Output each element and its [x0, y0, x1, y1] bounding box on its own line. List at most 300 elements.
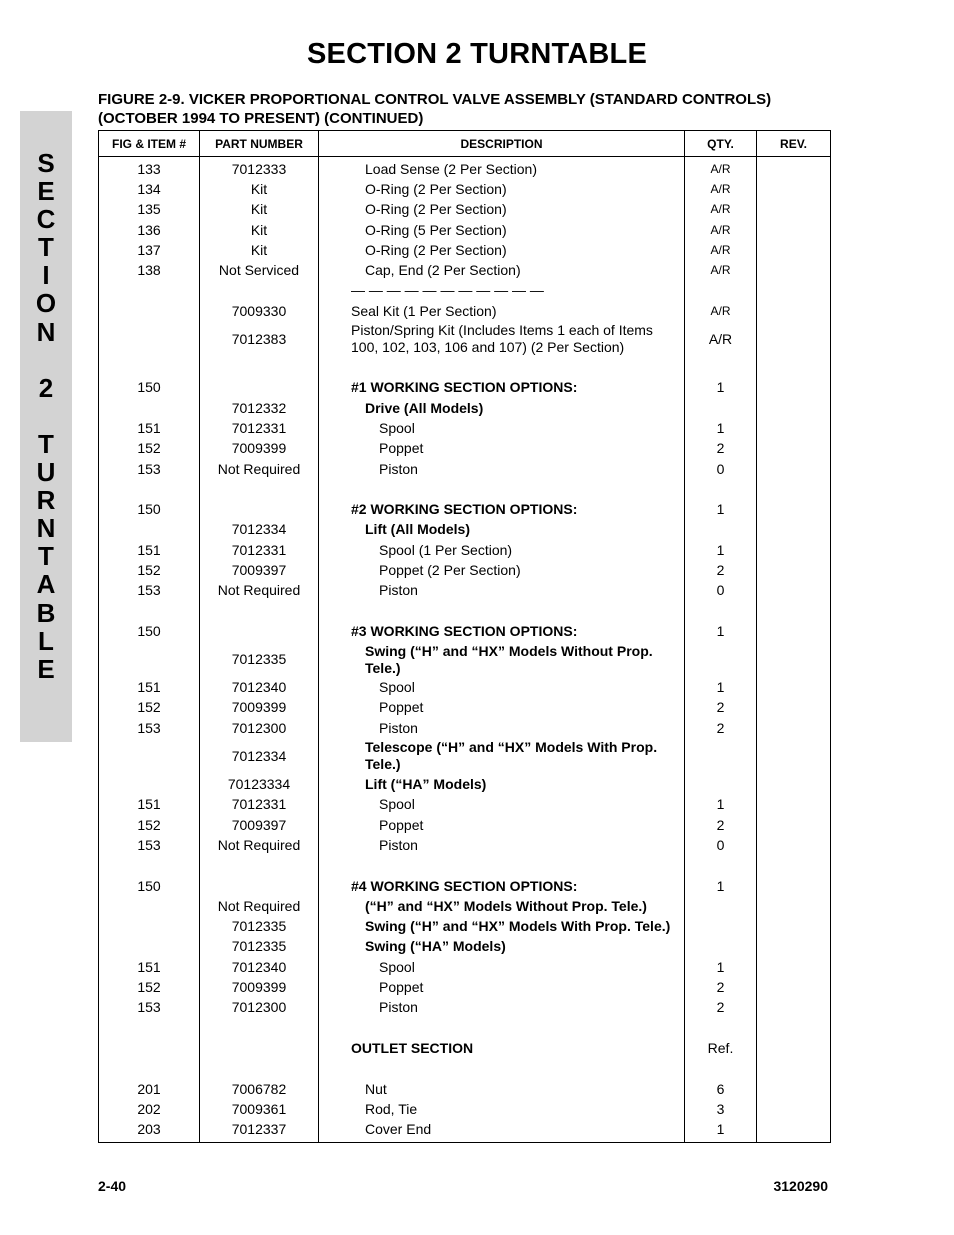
cell-fig-item: 153: [99, 718, 200, 738]
side-tab-letter: [20, 402, 72, 430]
cell-fig-item: [99, 520, 200, 540]
cell-part-number: 7012383: [200, 321, 319, 357]
cell-fig-item: 137: [99, 240, 200, 260]
cell-rev: [757, 957, 831, 977]
side-tab-letter: U: [36, 457, 56, 488]
cell-rev: [757, 896, 831, 916]
table-row: [99, 179, 831, 199]
cell-rev: [757, 998, 831, 1018]
cell-part-number: 7009397: [200, 560, 319, 580]
cell-description: Poppet (2 Per Section): [319, 560, 685, 580]
cell-rev: [757, 876, 831, 896]
cell-qty: [685, 856, 757, 876]
cell-part-number: [200, 357, 319, 377]
cell-rev: [757, 520, 831, 540]
cell-qty: A/R: [685, 157, 757, 180]
cell-description: Spool (1 Per Section): [319, 540, 685, 560]
side-tab-letter: B: [36, 597, 56, 628]
side-tab-letter: E: [37, 176, 55, 207]
cell-qty: [685, 917, 757, 937]
table-row: [99, 774, 831, 794]
table-row: [99, 896, 831, 916]
cell-fig-item: 150: [99, 876, 200, 896]
cell-rev: [757, 479, 831, 499]
cell-fig-item: [99, 642, 200, 678]
table-row: [99, 957, 831, 977]
cell-part-number: 7009397: [200, 815, 319, 835]
side-tab-letter: O: [35, 288, 57, 319]
table-row: [99, 815, 831, 835]
table-row: [99, 260, 831, 280]
cell-description: [319, 479, 685, 499]
cell-part-number: [200, 876, 319, 896]
cell-qty: [685, 1059, 757, 1079]
cell-qty: [685, 937, 757, 957]
cell-rev: [757, 678, 831, 698]
cell-part-number: 7012337: [200, 1119, 319, 1142]
document-number: 3120290: [773, 1178, 828, 1194]
cell-part-number: Kit: [200, 179, 319, 199]
cell-fig-item: [99, 321, 200, 357]
cell-description: Poppet: [319, 698, 685, 718]
cell-description: Lift (All Models): [319, 520, 685, 540]
table-row: [99, 220, 831, 240]
side-tab-letter: I: [42, 260, 50, 291]
cell-part-number: 7012334: [200, 738, 319, 774]
table-row: [99, 1079, 831, 1099]
cell-fig-item: 134: [99, 179, 200, 199]
cell-description: Piston: [319, 998, 685, 1018]
table-row: [99, 581, 831, 601]
cell-fig-item: 150: [99, 621, 200, 641]
cell-fig-item: 203: [99, 1119, 200, 1142]
side-tab-letter: L: [38, 625, 54, 656]
cell-part-number: Kit: [200, 220, 319, 240]
cell-part-number: [200, 479, 319, 499]
cell-part-number: 7012331: [200, 795, 319, 815]
cell-part-number: Kit: [200, 240, 319, 260]
cell-fig-item: 151: [99, 795, 200, 815]
cell-qty: 0: [685, 581, 757, 601]
cell-part-number: 7009399: [200, 977, 319, 997]
table-row: [99, 560, 831, 580]
cell-qty: [685, 642, 757, 678]
cell-description: Poppet: [319, 815, 685, 835]
table-row: [99, 917, 831, 937]
cell-fig-item: [99, 738, 200, 774]
cell-part-number: 7012300: [200, 998, 319, 1018]
table-row: [99, 876, 831, 896]
cell-qty: 1: [685, 418, 757, 438]
cell-rev: [757, 540, 831, 560]
side-tab-letter: N: [36, 513, 56, 544]
table-row: [99, 479, 831, 499]
table-row: [99, 378, 831, 398]
table-row: [99, 1038, 831, 1058]
cell-fig-item: 151: [99, 678, 200, 698]
cell-part-number: 7009399: [200, 439, 319, 459]
side-tab-letter: T: [38, 541, 54, 572]
cell-part-number: [200, 281, 319, 301]
figure-title-line1: FIGURE 2-9. VICKER PROPORTIONAL CONTROL VALVE ASSEMBLY (STANDARD CONTROLS): [98, 91, 772, 108]
cell-part-number: 7012332: [200, 398, 319, 418]
cell-description: Piston: [319, 581, 685, 601]
side-tab-letter: S: [37, 148, 55, 178]
cell-qty: [685, 398, 757, 418]
cell-part-number: 7012334: [200, 520, 319, 540]
cell-qty: A/R: [685, 240, 757, 260]
section-side-tab: [20, 111, 72, 742]
table-row: [99, 698, 831, 718]
cell-qty: 0: [685, 835, 757, 855]
cell-fig-item: 202: [99, 1099, 200, 1119]
cell-part-number: Kit: [200, 200, 319, 220]
table-row: [99, 439, 831, 459]
cell-qty: [685, 774, 757, 794]
cell-part-number: 7012333: [200, 157, 319, 180]
cell-fig-item: 153: [99, 459, 200, 479]
side-tab-letter: E: [37, 653, 55, 684]
cell-rev: [757, 601, 831, 621]
cell-rev: [757, 459, 831, 479]
cell-fig-item: 153: [99, 581, 200, 601]
table-row: [99, 1059, 831, 1079]
cell-description: #3 WORKING SECTION OPTIONS:: [319, 621, 685, 641]
parts-table: [98, 130, 831, 1143]
cell-rev: [757, 220, 831, 240]
cell-qty: A/R: [685, 200, 757, 220]
cell-description: Swing (“H” and “HX” Models Without Prop. Tele.): [319, 642, 685, 678]
cell-rev: [757, 1038, 831, 1058]
cell-description: Drive (All Models): [319, 398, 685, 418]
table-row: [99, 520, 831, 540]
cell-description: Load Sense (2 Per Section): [319, 157, 685, 180]
cell-qty: 6: [685, 1079, 757, 1099]
cell-fig-item: [99, 1038, 200, 1058]
cell-part-number: [200, 1018, 319, 1038]
side-tab-letter: 2: [38, 372, 54, 403]
cell-description: Cover End: [319, 1119, 685, 1142]
cell-fig-item: 135: [99, 200, 200, 220]
cell-qty: 3: [685, 1099, 757, 1119]
cell-part-number: 7012335: [200, 917, 319, 937]
side-tab-letter: N: [36, 316, 56, 347]
cell-part-number: Not Required: [200, 835, 319, 855]
header-part-number: PART NUMBER: [200, 131, 319, 157]
cell-qty: [685, 601, 757, 621]
cell-part-number: Not Serviced: [200, 260, 319, 280]
table-row: [99, 459, 831, 479]
cell-description: Cap, End (2 Per Section): [319, 260, 685, 280]
cell-qty: 1: [685, 378, 757, 398]
side-tab-letter: C: [36, 204, 56, 235]
cell-description: O-Ring (2 Per Section): [319, 179, 685, 199]
cell-qty: [685, 738, 757, 774]
side-tab-letter: T: [38, 232, 54, 263]
cell-description: Spool: [319, 795, 685, 815]
cell-part-number: 7006782: [200, 1079, 319, 1099]
table-row: [99, 998, 831, 1018]
table-row: [99, 357, 831, 377]
cell-rev: [757, 718, 831, 738]
cell-fig-item: [99, 281, 200, 301]
cell-fig-item: 138: [99, 260, 200, 280]
cell-qty: 1: [685, 1119, 757, 1142]
cell-fig-item: [99, 398, 200, 418]
table-row: [99, 1099, 831, 1119]
cell-fig-item: [99, 896, 200, 916]
cell-fig-item: [99, 357, 200, 377]
cell-description: [319, 856, 685, 876]
cell-rev: [757, 937, 831, 957]
cell-fig-item: [99, 774, 200, 794]
table-row: [99, 418, 831, 438]
cell-rev: [757, 1099, 831, 1119]
cell-part-number: Not Required: [200, 896, 319, 916]
cell-rev: [757, 398, 831, 418]
cell-rev: [757, 642, 831, 678]
cell-fig-item: 150: [99, 378, 200, 398]
table-row: [99, 718, 831, 738]
cell-qty: 2: [685, 718, 757, 738]
cell-description: Piston: [319, 835, 685, 855]
cell-rev: [757, 581, 831, 601]
cell-fig-item: 151: [99, 418, 200, 438]
cell-rev: [757, 357, 831, 377]
cell-fig-item: [99, 1018, 200, 1038]
cell-fig-item: [99, 301, 200, 321]
cell-description: Poppet: [319, 977, 685, 997]
cell-description: Lift (“HA” Models): [319, 774, 685, 794]
cell-fig-item: [99, 479, 200, 499]
cell-rev: [757, 738, 831, 774]
table-row: [99, 240, 831, 260]
cell-qty: 2: [685, 439, 757, 459]
cell-rev: [757, 621, 831, 641]
table-row: [99, 200, 831, 220]
cell-description: Swing (“HA” Models): [319, 937, 685, 957]
cell-description: #4 WORKING SECTION OPTIONS:: [319, 876, 685, 896]
table-row: [99, 738, 831, 774]
cell-qty: [685, 520, 757, 540]
cell-rev: [757, 698, 831, 718]
cell-rev: [757, 815, 831, 835]
cell-rev: [757, 856, 831, 876]
cell-rev: [757, 439, 831, 459]
cell-part-number: [200, 856, 319, 876]
cell-fig-item: 152: [99, 439, 200, 459]
header-description: DESCRIPTION: [319, 131, 685, 157]
cell-description: Rod, Tie: [319, 1099, 685, 1119]
cell-fig-item: [99, 937, 200, 957]
table-row: [99, 540, 831, 560]
side-tab-letter: T: [38, 428, 54, 459]
cell-part-number: 7012335: [200, 642, 319, 678]
table-row: [99, 642, 831, 678]
cell-description: Swing (“H” and “HX” Models With Prop. Tele.): [319, 917, 685, 937]
cell-fig-item: 152: [99, 698, 200, 718]
parts-table-body: [99, 157, 831, 1143]
cell-fig-item: [99, 917, 200, 937]
cell-qty: [685, 479, 757, 499]
cell-qty: 0: [685, 459, 757, 479]
cell-qty: A/R: [685, 220, 757, 240]
cell-rev: [757, 977, 831, 997]
cell-rev: [757, 1018, 831, 1038]
cell-fig-item: 152: [99, 977, 200, 997]
cell-qty: 1: [685, 540, 757, 560]
cell-part-number: Not Required: [200, 459, 319, 479]
table-row: [99, 937, 831, 957]
cell-rev: [757, 200, 831, 220]
table-row: [99, 499, 831, 519]
header-fig-item: FIG & ITEM #: [99, 131, 200, 157]
cell-part-number: 7012340: [200, 957, 319, 977]
table-row: [99, 977, 831, 997]
cell-description: [319, 601, 685, 621]
cell-rev: [757, 301, 831, 321]
table-row: [99, 856, 831, 876]
cell-part-number: Not Required: [200, 581, 319, 601]
cell-description: Piston: [319, 718, 685, 738]
cell-description: OUTLET SECTION: [319, 1038, 685, 1058]
cell-qty: [685, 357, 757, 377]
cell-description: Nut: [319, 1079, 685, 1099]
cell-rev: [757, 418, 831, 438]
cell-rev: [757, 157, 831, 180]
cell-part-number: 7009399: [200, 698, 319, 718]
cell-part-number: 7012300: [200, 718, 319, 738]
cell-qty: 1: [685, 876, 757, 896]
cell-qty: 2: [685, 998, 757, 1018]
cell-qty: A/R: [685, 260, 757, 280]
side-tab-letters: [20, 149, 72, 683]
cell-description: Poppet: [319, 439, 685, 459]
cell-qty: A/R: [685, 301, 757, 321]
cell-rev: [757, 917, 831, 937]
cell-description: O-Ring (2 Per Section): [319, 200, 685, 220]
page-number: 2-40: [98, 1178, 127, 1194]
cell-fig-item: 153: [99, 998, 200, 1018]
cell-rev: [757, 560, 831, 580]
cell-description: (“H” and “HX” Models Without Prop. Tele.): [319, 896, 685, 916]
cell-qty: [685, 281, 757, 301]
cell-rev: [757, 835, 831, 855]
cell-rev: [757, 321, 831, 357]
cell-description: Spool: [319, 957, 685, 977]
cell-qty: [685, 1018, 757, 1038]
cell-part-number: 7009330: [200, 301, 319, 321]
cell-rev: [757, 774, 831, 794]
figure-title: [98, 90, 858, 128]
cell-part-number: 7012331: [200, 540, 319, 560]
cell-rev: [757, 499, 831, 519]
cell-fig-item: 151: [99, 957, 200, 977]
cell-qty: A/R: [685, 321, 757, 357]
cell-rev: [757, 1119, 831, 1142]
table-row: [99, 601, 831, 621]
table-row: [99, 1018, 831, 1038]
cell-fig-item: [99, 601, 200, 621]
table-row: [99, 321, 831, 357]
cell-description: #2 WORKING SECTION OPTIONS:: [319, 499, 685, 519]
cell-part-number: 70123334: [200, 774, 319, 794]
cell-part-number: [200, 378, 319, 398]
cell-qty: 1: [685, 678, 757, 698]
table-row: [99, 301, 831, 321]
cell-fig-item: 201: [99, 1079, 200, 1099]
cell-qty: [685, 896, 757, 916]
cell-description: O-Ring (5 Per Section): [319, 220, 685, 240]
cell-fig-item: [99, 856, 200, 876]
table-header-row: [99, 131, 831, 157]
cell-description: — — — — — — — — — — —: [319, 281, 685, 301]
header-qty: QTY.: [685, 131, 757, 157]
cell-fig-item: 153: [99, 835, 200, 855]
figure-title-line2: (OCTOBER 1994 TO PRESENT) (CONTINUED): [98, 110, 424, 127]
cell-qty: Ref.: [685, 1038, 757, 1058]
cell-description: Piston/Spring Kit (Includes Items 1 each of Items 100, 102, 103, 106 and 107) (2 Per Section): [319, 321, 685, 357]
cell-description: Spool: [319, 418, 685, 438]
page-title: SECTION 2 TURNTABLE: [307, 38, 647, 70]
cell-qty: 1: [685, 499, 757, 519]
table-row: [99, 621, 831, 641]
cell-rev: [757, 260, 831, 280]
cell-qty: 2: [685, 698, 757, 718]
cell-part-number: [200, 1038, 319, 1058]
table-row: [99, 157, 831, 180]
table-row: [99, 281, 831, 301]
cell-fig-item: 136: [99, 220, 200, 240]
table-row: [99, 835, 831, 855]
cell-description: Telescope (“H” and “HX” Models With Prop. Tele.): [319, 738, 685, 774]
cell-description: #1 WORKING SECTION OPTIONS:: [319, 378, 685, 398]
cell-part-number: [200, 499, 319, 519]
cell-part-number: [200, 1059, 319, 1079]
cell-rev: [757, 1079, 831, 1099]
cell-part-number: [200, 621, 319, 641]
side-tab-letter: [20, 346, 72, 374]
cell-fig-item: 151: [99, 540, 200, 560]
cell-description: [319, 1059, 685, 1079]
cell-description: [319, 1018, 685, 1038]
cell-fig-item: [99, 1059, 200, 1079]
cell-qty: 2: [685, 560, 757, 580]
cell-description: Seal Kit (1 Per Section): [319, 301, 685, 321]
cell-rev: [757, 1059, 831, 1079]
cell-fig-item: 152: [99, 815, 200, 835]
cell-qty: 2: [685, 977, 757, 997]
table-row: [99, 795, 831, 815]
cell-rev: [757, 179, 831, 199]
cell-qty: 2: [685, 815, 757, 835]
header-rev: REV.: [757, 131, 831, 157]
side-tab-letter: A: [36, 569, 56, 600]
cell-description: O-Ring (2 Per Section): [319, 240, 685, 260]
cell-part-number: 7012335: [200, 937, 319, 957]
cell-part-number: [200, 601, 319, 621]
cell-description: Piston: [319, 459, 685, 479]
cell-qty: A/R: [685, 179, 757, 199]
cell-rev: [757, 378, 831, 398]
side-tab-letter: R: [36, 485, 56, 516]
cell-part-number: 7012340: [200, 678, 319, 698]
cell-fig-item: 150: [99, 499, 200, 519]
cell-qty: 1: [685, 957, 757, 977]
table-row: [99, 678, 831, 698]
cell-rev: [757, 240, 831, 260]
cell-part-number: 7012331: [200, 418, 319, 438]
